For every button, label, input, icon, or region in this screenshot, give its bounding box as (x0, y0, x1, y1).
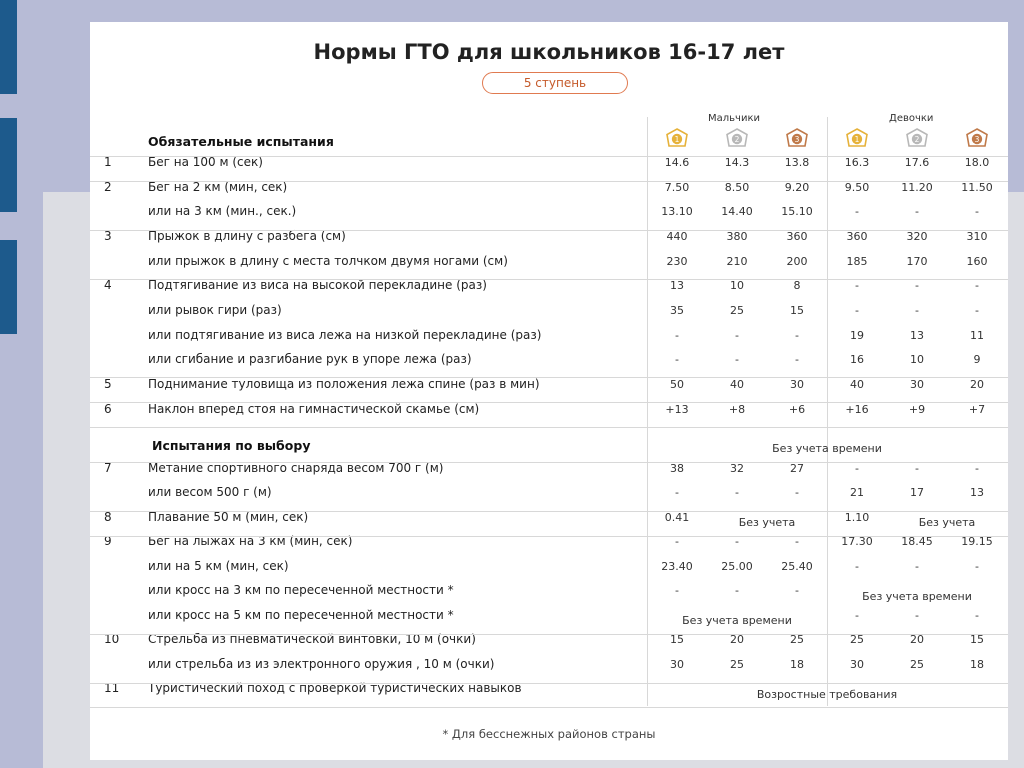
medal-icon (906, 128, 928, 148)
norm-value: - (915, 560, 919, 573)
section-optional: Испытания по выбору (152, 438, 311, 453)
row-label: Бег на 2 км (мин, сек) (148, 180, 288, 194)
norm-value: 320 (906, 230, 928, 243)
norm-value: 25 (850, 633, 864, 646)
norm-value: 7.50 (664, 181, 690, 194)
norm-value: +7 (968, 403, 986, 416)
norm-value: 170 (906, 255, 928, 268)
note-tourism: Возростные требования (756, 688, 898, 701)
norm-value: 13 (910, 329, 924, 342)
norm-value: - (675, 353, 679, 366)
norm-value: - (855, 609, 859, 622)
norm-value: 15 (670, 633, 684, 646)
norm-value: - (795, 353, 799, 366)
norm-value: 40 (730, 378, 744, 391)
row-label: Туристический поход с проверкой туристических навыков (148, 681, 522, 695)
group-label-boys: Мальчики (704, 113, 764, 124)
norm-value: 16.3 (844, 156, 870, 169)
norm-value: 25 (910, 658, 924, 671)
side-bar-1 (0, 0, 17, 94)
norm-value: - (735, 329, 739, 342)
row-label: Метание спортивного снаряда весом 700 г (м) (148, 461, 444, 475)
row-number: 6 (104, 402, 112, 416)
row-label: Плавание 50 м (мин, сек) (148, 510, 309, 524)
medal-icon (846, 128, 868, 148)
norm-value: - (975, 462, 979, 475)
norm-value: 9 (973, 353, 981, 366)
row-label: Поднимание туловища из положения лежа спине (раз в мин) (148, 377, 540, 391)
norm-value: - (735, 584, 739, 597)
note-swim-boys: Без учета (738, 516, 796, 529)
svg-text:1: 1 (674, 134, 680, 144)
norm-value: 17 (910, 486, 924, 499)
row-separator (90, 511, 1008, 512)
norm-value: 0.41 (664, 511, 690, 524)
norm-value: - (975, 560, 979, 573)
norm-value: 10 (730, 279, 744, 292)
norm-value: 160 (966, 255, 988, 268)
norm-value: 25.40 (781, 560, 813, 573)
row-label: Бег на лыжах на 3 км (мин, сек) (148, 534, 353, 548)
norm-value: - (855, 279, 859, 292)
row-label: Бег на 100 м (сек) (148, 155, 263, 169)
norm-value: 13 (970, 486, 984, 499)
norm-value: - (975, 205, 979, 218)
row-separator (90, 634, 1008, 635)
note-swim-girls: Без учета (918, 516, 976, 529)
norm-value: 19.15 (961, 535, 993, 548)
group-label-girls: Девочки (885, 113, 937, 124)
row-number: 9 (104, 534, 112, 548)
norm-value: 185 (846, 255, 868, 268)
norm-value: +8 (728, 403, 746, 416)
norm-value: - (855, 205, 859, 218)
norm-value: 18 (970, 658, 984, 671)
norm-value: 35 (670, 304, 684, 317)
norm-value: +13 (665, 403, 689, 416)
norm-value: 310 (966, 230, 988, 243)
norm-value: +9 (908, 403, 926, 416)
page-title: Нормы ГТО для школьников 16-17 лет (313, 40, 785, 64)
norm-value: - (915, 205, 919, 218)
norm-value: 17.6 (904, 156, 930, 169)
side-bar-2 (0, 118, 17, 212)
norm-value: - (735, 353, 739, 366)
row-label: Подтягивание из виса на высокой перекладине (раз) (148, 278, 487, 292)
row-label: Наклон вперед стоя на гимнастической скамье (см) (148, 402, 480, 416)
norm-value: 16 (850, 353, 864, 366)
norm-value: - (855, 560, 859, 573)
row-number: 2 (104, 180, 112, 194)
side-bar-3 (0, 240, 17, 334)
norm-value: 38 (670, 462, 684, 475)
norm-value: 14.3 (724, 156, 750, 169)
norm-value: - (975, 609, 979, 622)
norm-value: 30 (670, 658, 684, 671)
norm-value: 210 (726, 255, 748, 268)
row-number: 5 (104, 377, 112, 391)
row-label: или весом 500 г (м) (148, 485, 272, 499)
norm-value: +6 (788, 403, 806, 416)
row-separator (90, 377, 1008, 378)
svg-text:3: 3 (974, 134, 980, 144)
norm-value: 18.45 (901, 535, 933, 548)
row-label: или кросс на 5 км по пересеченной местности * (148, 608, 454, 622)
norm-value: 14.40 (721, 205, 753, 218)
norm-value: - (915, 462, 919, 475)
row-separator (90, 683, 1008, 684)
row-label: Прыжок в длину с разбега (см) (148, 229, 346, 243)
norm-value: - (735, 486, 739, 499)
optional-note: Без учета времени (772, 442, 882, 455)
row-separator (90, 156, 1008, 157)
norm-value: - (915, 304, 919, 317)
norm-value: 200 (786, 255, 808, 268)
row-label: или подтягивание из виса лежа на низкой перекладине (раз) (148, 328, 542, 342)
norm-value: - (795, 584, 799, 597)
row-number: 7 (104, 461, 112, 475)
norm-value: 30 (910, 378, 924, 391)
medal-icon (966, 128, 988, 148)
medal-icon (786, 128, 808, 148)
stage-badge: 5 ступень (482, 72, 628, 94)
norm-value: 15.10 (781, 205, 813, 218)
norm-value: 30 (850, 658, 864, 671)
norm-value: 20 (970, 378, 984, 391)
norm-value: 25 (730, 304, 744, 317)
norm-value: - (675, 584, 679, 597)
note-cross5-boys: Без учета времени (682, 614, 792, 627)
norm-value: - (795, 535, 799, 548)
norm-value: 360 (846, 230, 868, 243)
norm-value: - (675, 535, 679, 548)
norm-value: 11 (970, 329, 984, 342)
row-number: 11 (104, 681, 120, 695)
norm-value: 32 (730, 462, 744, 475)
row-label: или стрельба из из электронного оружия , 10 м (очки) (148, 657, 495, 671)
svg-text:3: 3 (794, 134, 800, 144)
norm-value: 11.50 (961, 181, 993, 194)
svg-text:2: 2 (734, 134, 740, 144)
norm-value: - (855, 462, 859, 475)
norm-value: - (975, 304, 979, 317)
norm-value: 9.20 (784, 181, 810, 194)
row-label: Стрельба из пневматической винтовки, 10 м (очки) (148, 632, 476, 646)
row-number: 10 (104, 632, 120, 646)
norm-value: 25.00 (721, 560, 753, 573)
row-separator (90, 427, 1008, 428)
row-separator (90, 279, 1008, 280)
row-separator (90, 230, 1008, 231)
norm-value: - (855, 304, 859, 317)
row-label: или на 3 км (мин., сек.) (148, 204, 297, 218)
norm-value: 1.10 (844, 511, 870, 524)
norm-value: 13.10 (661, 205, 693, 218)
row-number: 4 (104, 278, 112, 292)
norm-value: - (975, 279, 979, 292)
row-number: 8 (104, 510, 112, 524)
norm-value: 17.30 (841, 535, 873, 548)
row-separator (90, 462, 1008, 463)
norm-value: 360 (786, 230, 808, 243)
row-separator (90, 181, 1008, 182)
footnote: * Для бесснежных районов страны (442, 727, 656, 741)
norms-sheet (90, 22, 1008, 760)
norm-value: 13.8 (784, 156, 810, 169)
row-number: 3 (104, 229, 112, 243)
norm-value: 27 (790, 462, 804, 475)
norm-value: 30 (790, 378, 804, 391)
norm-value: 13 (670, 279, 684, 292)
norm-value: 23.40 (661, 560, 693, 573)
row-label: или на 5 км (мин, сек) (148, 559, 289, 573)
row-number: 1 (104, 155, 112, 169)
norm-value: - (675, 486, 679, 499)
medal-icon (726, 128, 748, 148)
norm-value: 25 (730, 658, 744, 671)
row-separator (90, 707, 1008, 708)
norm-value: 11.20 (901, 181, 933, 194)
note-cross3-girls: Без учета времени (862, 590, 972, 603)
norm-value: 18.0 (964, 156, 990, 169)
row-separator (90, 536, 1008, 537)
medal-icon (666, 128, 688, 148)
norm-value: 14.6 (664, 156, 690, 169)
norm-value: 50 (670, 378, 684, 391)
norm-value: - (795, 486, 799, 499)
norm-value: 19 (850, 329, 864, 342)
norm-value: - (915, 609, 919, 622)
norm-value: 8.50 (724, 181, 750, 194)
norm-value: - (795, 329, 799, 342)
norm-value: 20 (910, 633, 924, 646)
svg-text:2: 2 (914, 134, 920, 144)
row-label: или рывок гири (раз) (148, 303, 282, 317)
norm-value: +16 (845, 403, 869, 416)
norm-value: 10 (910, 353, 924, 366)
row-label: или сгибание и разгибание рук в упоре лежа (раз) (148, 352, 472, 366)
norm-value: - (735, 535, 739, 548)
norm-value: 18 (790, 658, 804, 671)
svg-text:1: 1 (854, 134, 860, 144)
norm-value: 21 (850, 486, 864, 499)
section-mandatory: Обязательные испытания (148, 134, 334, 149)
norm-value: - (915, 279, 919, 292)
norm-value: 8 (793, 279, 801, 292)
row-label: или кросс на 3 км по пересеченной местности * (148, 583, 454, 597)
norm-value: 15 (970, 633, 984, 646)
norm-value: 9.50 (844, 181, 870, 194)
norm-value: 20 (730, 633, 744, 646)
row-separator (90, 402, 1008, 403)
row-label: или прыжок в длину с места толчком двумя ногами (см) (148, 254, 508, 268)
norm-value: 40 (850, 378, 864, 391)
norm-value: 380 (726, 230, 748, 243)
norm-value: 230 (666, 255, 688, 268)
norm-value: 15 (790, 304, 804, 317)
norm-value: 440 (666, 230, 688, 243)
norm-value: 25 (790, 633, 804, 646)
norm-value: - (675, 329, 679, 342)
